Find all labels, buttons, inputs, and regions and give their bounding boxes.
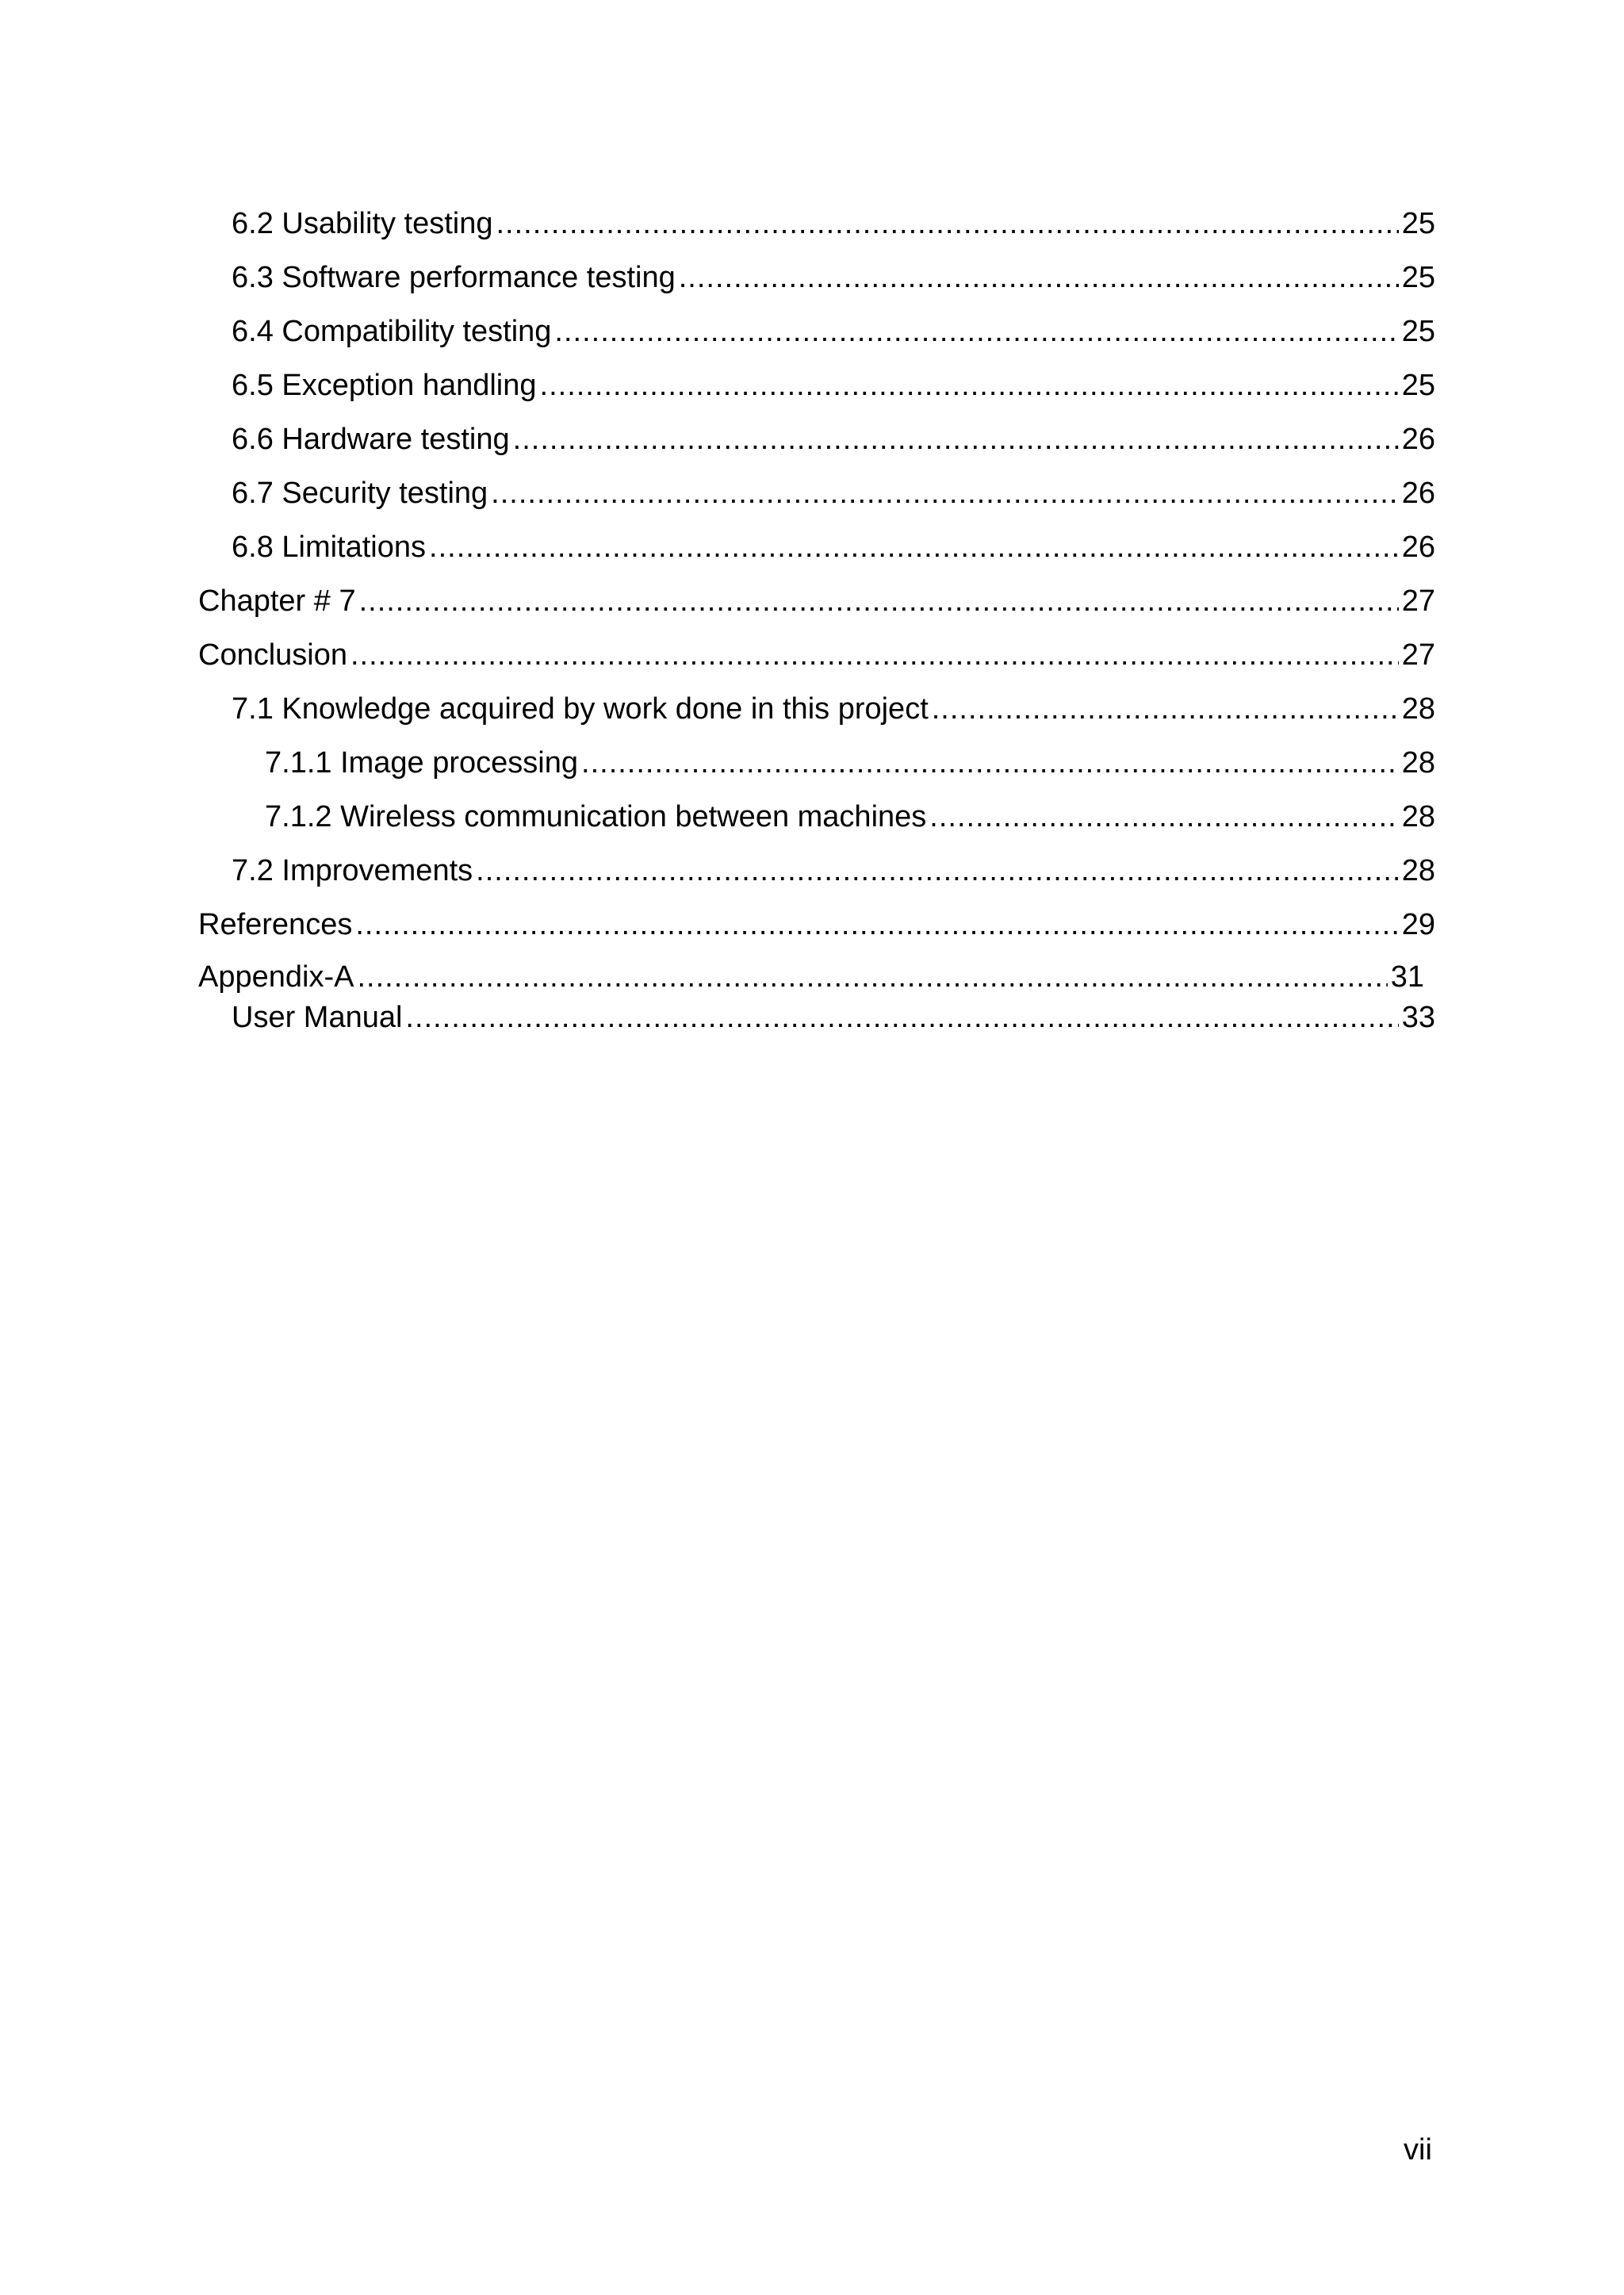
toc-entry-page: 28 [1401,800,1435,833]
toc-dot-leader [929,790,1398,844]
toc-entry-page: 26 [1401,531,1435,564]
toc-entry-page: 31 [1390,960,1424,994]
toc-entry-7-1-2[interactable] [198,790,1435,844]
toc-entry-page: 26 [1401,423,1435,456]
toc-entry-title: References [198,908,353,941]
toc-dot-leader [357,956,1387,998]
toc-entry-conclusion[interactable] [198,628,1435,682]
toc-entry-6-7[interactable] [198,466,1435,520]
toc-entry-title: Conclusion [198,638,347,672]
toc-entry-user-manual[interactable] [198,998,1435,1037]
toc-entry-title: 7.2 Improvements [232,854,473,887]
toc-entry-page: 28 [1401,746,1435,780]
toc-entry-6-4[interactable] [198,305,1435,358]
toc-dot-leader [476,844,1399,898]
toc-dot-leader [429,520,1399,574]
toc-entry-appendix-a[interactable] [198,956,1435,998]
table-of-contents [198,197,1435,1037]
toc-entry-title: 7.1.2 Wireless communication between machines [265,800,927,833]
toc-entry-page: 25 [1401,369,1435,402]
toc-dot-leader [679,251,1399,305]
toc-dot-leader [359,574,1399,628]
toc-entry-title: User Manual [232,1001,403,1034]
toc-dot-leader [581,736,1399,790]
toc-entry-references[interactable] [198,898,1435,952]
toc-entry-page: 26 [1401,477,1435,510]
toc-entry-title: 6.6 Hardware testing [232,423,510,456]
toc-entry-title: Chapter # 7 [198,584,356,618]
toc-entry-title: 7.1.1 Image processing [265,746,579,780]
toc-entry-page: 27 [1401,638,1435,672]
toc-entry-page: 25 [1401,261,1435,294]
toc-dot-leader [513,412,1399,466]
toc-entry-7-2[interactable] [198,844,1435,898]
toc-dot-leader [350,628,1399,682]
toc-dot-leader [554,305,1398,358]
toc-entry-title: 6.7 Security testing [232,477,488,510]
toc-entry-6-3[interactable] [198,251,1435,305]
toc-entry-page: 28 [1401,854,1435,887]
toc-entry-title: 6.8 Limitations [232,531,427,564]
toc-entry-page: 25 [1401,315,1435,348]
toc-entry-7-1-1[interactable] [198,736,1435,790]
toc-entry-7-1[interactable] [198,682,1435,736]
toc-entry-6-8[interactable] [198,520,1435,574]
toc-entry-title: 6.4 Compatibility testing [232,315,552,348]
toc-entry-title: 7.1 Knowledge acquired by work done in this project [232,692,929,726]
toc-entry-6-2[interactable] [198,197,1435,251]
toc-dot-leader [355,898,1398,952]
toc-entry-title: 6.5 Exception handling [232,369,537,402]
toc-dot-leader [540,358,1399,412]
toc-dot-leader [932,682,1399,736]
toc-entry-page: 28 [1401,692,1435,726]
toc-entry-page: 27 [1401,584,1435,618]
toc-entry-page: 33 [1401,1001,1435,1034]
toc-dot-leader [491,466,1399,520]
toc-dot-leader [405,998,1398,1037]
toc-entry-title: 6.3 Software performance testing [232,261,676,294]
toc-dot-leader [496,197,1399,251]
toc-entry-chapter-7[interactable] [198,574,1435,628]
toc-entry-6-5[interactable] [198,358,1435,412]
toc-entry-6-6[interactable] [198,412,1435,466]
page-number: vii [1404,2133,1432,2167]
toc-entry-title: Appendix-A [198,960,354,994]
toc-entry-title: 6.2 Usability testing [232,207,493,240]
toc-entry-page: 29 [1401,908,1435,941]
toc-entry-page: 25 [1401,207,1435,240]
